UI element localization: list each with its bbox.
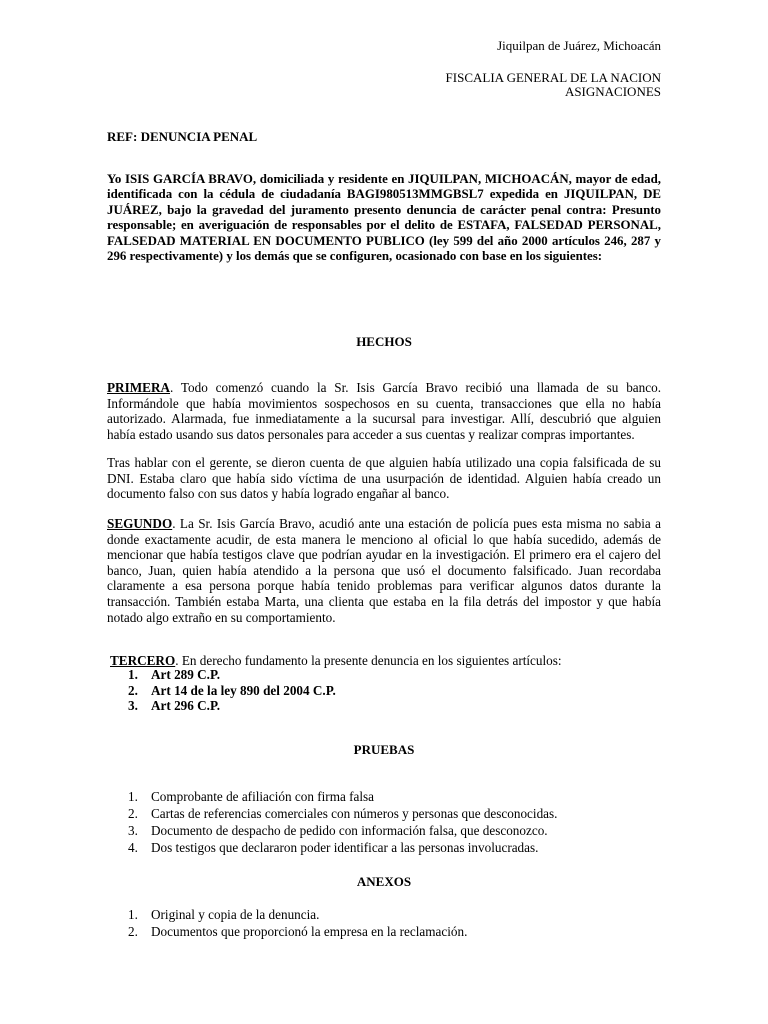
tercero-label: TERCERO <box>110 653 176 668</box>
list-item: 1. Comprobante de afiliación con firma falsa <box>128 789 375 804</box>
list-item: 3. Art 296 C.P. <box>128 698 221 713</box>
segundo-paragraph <box>107 516 661 625</box>
tercero-text: . En derecho fundamento la presente denuncia en los siguientes artículos: <box>175 653 562 668</box>
list-item: 2. Documentos que proporcionó la empresa en la reclamación. <box>128 924 468 939</box>
list-item: 2. Cartas de referencias comerciales con números y personas que desconocidas. <box>128 806 558 821</box>
list-item: 4. Dos testigos que declararon poder identificar a las personas involucradas. <box>128 840 539 855</box>
list-item: 3. Documento de despacho de pedido con información falsa, que desconozco. <box>128 823 548 838</box>
location-line: Jiquilpan de Juárez, Michoacán <box>497 38 661 53</box>
pruebas-list <box>128 788 557 856</box>
list-item: 2. Art 14 de la ley 890 del 2004 C.P. <box>128 682 336 698</box>
primera-text: . Todo comenzó cuando la Sr. Isis García Bravo recibió una llamada de su banco. Informándole que había movimientos sospechosos en su cuenta, transacciones que ella no había autorizado. Alarmada, fue inmediatamente a la sucursal para investigar. Allí, descubrió que alguien había estado usando sus datos personales para acceder a sus cuentas y realizar compras importantes. <box>107 380 661 442</box>
anexos-list <box>128 906 467 940</box>
pruebas-heading: PRUEBAS <box>353 742 415 757</box>
segundo-label: SEGUNDO <box>107 516 173 531</box>
articulos-list <box>128 667 336 714</box>
hechos-heading: HECHOS <box>356 334 412 349</box>
primera-label: PRIMERA <box>107 380 171 395</box>
primera-paragraph <box>107 380 661 442</box>
list-item: 1. Original y copia de la denuncia. <box>128 907 320 922</box>
office-line-2: ASIGNACIONES <box>564 84 661 99</box>
segundo-text: . La Sr. Isis García Bravo, acudió ante una estación de policía pues esta misma no sabia a donde exactamente acudir, de esta manera le menciono al oficial lo que había sucedido, además de mencionar que había testigos clave que podrían ayudar en la investigación. El primero era el cajero del banco, Juan, quien había atendido a la persona que usó el documento falsificado. Juan recordaba claramente a esa persona porque había tenido problemas para verificar algunos datos durante la transacción. También estaba Marta, una clienta que estaba en la fila detrás del impostor y que había notado algo extraño en su comportamiento. <box>107 516 661 625</box>
intro-paragraph: Yo ISIS GARCÍA BRAVO, domiciliada y residente en JIQUILPAN, MICHOACÁN, mayor de edad, identificada con la cédula de ciudadanía BAGI980513MMGBSL7 expedida en JIQUILPAN, DE JUÁREZ, bajo la gravedad del juramento presento denuncia de carácter penal contra: Presunto responsable; en averiguación de responsables por el delito de ESTAFA, FALSEDAD PERSONAL, FALSEDAD MATERIAL EN DOCUMENTO PUBLICO (ley 599 del año 2000 artículos 246, 287 y 296 respectivamente) y los demás que se configuren, ocasionado con base en los siguientes: <box>107 172 661 264</box>
anexos-heading: ANEXOS <box>356 874 412 889</box>
list-item: 1. Art 289 C.P. <box>128 667 221 682</box>
office-line-1: FISCALIA GENERAL DE LA NACION <box>445 70 661 85</box>
reference-line: REF: DENUNCIA PENAL <box>107 129 258 144</box>
primera-paragraph-2: Tras hablar con el gerente, se dieron cuenta de que alguien había utilizado una copia falsificada de su DNI. Estaba claro que había sido víctima de una usurpación de identidad. Alguien había creado un documento falso con sus datos y había logrado engañar al banco. <box>107 455 661 502</box>
